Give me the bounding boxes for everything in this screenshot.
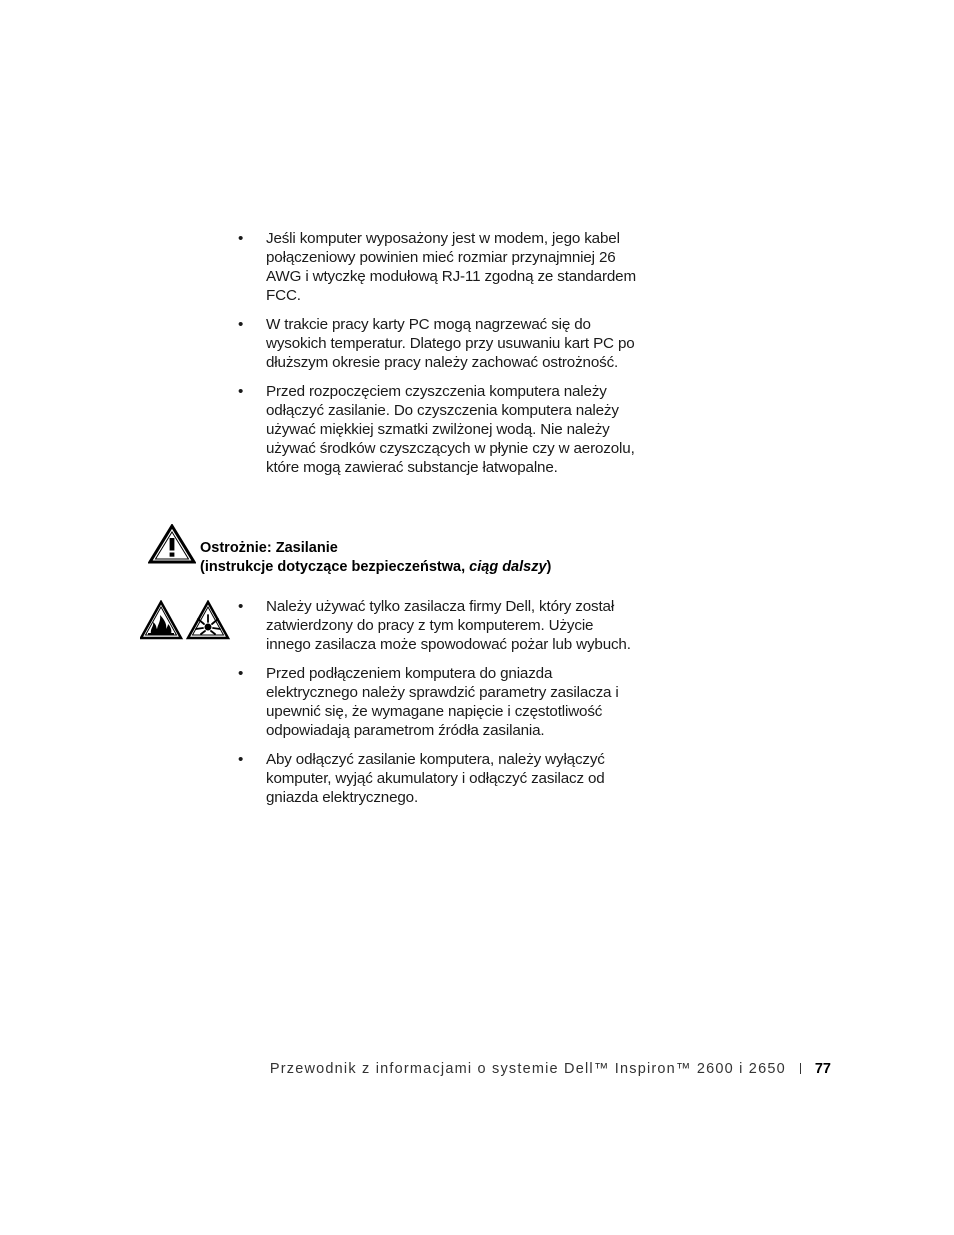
list-item [236,664,636,740]
list-item-text: Aby odłączyć zasilanie komputera, należy wyłączyć komputer, wyjąć akumulatory i odłączyć zasilacz od gniazda elektrycznego. [266,751,605,806]
caution-heading [200,539,551,577]
list-item [236,382,636,477]
list-item [236,750,636,807]
list-item-text: Jeśli komputer wyposażony jest w modem, jego kabel połączeniowy powinien mieć rozmiar przynajmniej 26 AWG i wtyczkę modułową RJ-11 zgodną ze standardem FCC. [266,230,636,304]
list-item [236,315,636,372]
footer-title: Przewodnik z informacjami o systemie Dell™ Inspiron™ 2600 i 2650 [269,1061,786,1077]
list-item [236,229,636,305]
page-number: 77 [814,1061,831,1077]
heading-line-2-emphasis: ciąg dalszy [469,559,547,575]
heading-line-1: Ostrożnie: Zasilanie [200,540,338,556]
fire-hazard-icon [141,602,181,638]
bullet-marker: • [238,383,244,400]
caution-triangle-icon [148,524,196,564]
heading-line-2 [200,558,551,577]
safety-bullet-list [236,229,636,487]
footer-divider [800,1063,801,1074]
bullet-marker: • [238,316,244,333]
list-item-text: Należy używać tylko zasilacza firmy Dell, który został zatwierdzony do pracy z tym komputerem. Użycie innego zasilacza może spowodować pożar lub wybuch. [266,598,631,653]
bullet-marker: • [238,230,244,247]
list-item-text: Przed rozpoczęciem czyszczenia komputera należy odłączyć zasilanie. Do czyszczenia komputera należy używać miękkiej szmatki zwilżonej wodą. Nie należy używać środków czyszczących w płynie czy w aerozolu, które mogą zawierać substancje łatwopalne. [266,383,635,476]
list-item-text: W trakcie pracy karty PC mogą nagrzewać się do wysokich temperatur. Dlatego przy usuwaniu kart PC po dłuższym okresie pracy należy zachować ostrożność. [266,316,635,371]
hazard-icons [140,600,232,640]
heading-line-2-prefix: (instrukcje dotyczące bezpieczeństwa, [200,559,470,575]
page-footer [270,1061,831,1077]
explosion-hazard-icon [188,602,228,638]
list-item-text: Przed podłączeniem komputera do gniazda elektrycznego należy sprawdzić parametry zasilacza i upewnić się, że wymagane napięcie i częstotliwość odpowiadają parametrom źródła zasilania. [266,665,619,739]
list-item [236,597,636,654]
power-safety-bullet-list [236,597,636,817]
bullet-marker: • [238,665,244,682]
bullet-marker: • [238,598,244,615]
heading-line-2-suffix: ) [546,559,552,575]
bullet-marker: • [238,751,244,768]
